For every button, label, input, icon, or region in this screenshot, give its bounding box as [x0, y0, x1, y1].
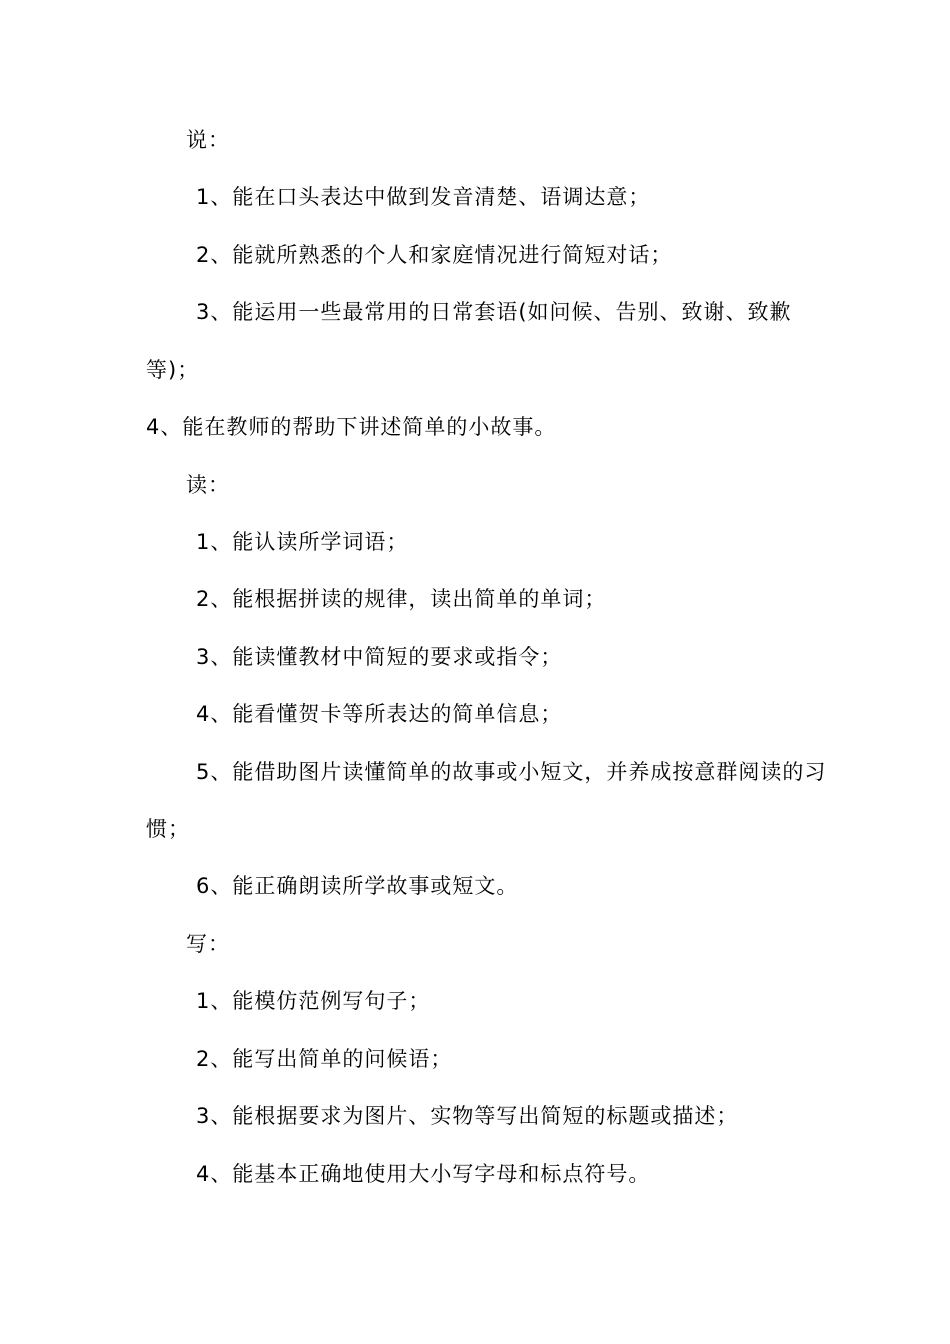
reading-item-5-continuation: 惯； — [146, 817, 190, 841]
reading-item-3: 3、能读懂教材中简短的要求或指令； — [196, 645, 563, 669]
section-heading-reading: 读： — [186, 473, 230, 497]
reading-item-2: 2、能根据拼读的规律，读出简单的单词； — [196, 587, 607, 611]
speaking-item-2: 2、能就所熟悉的个人和家庭情况进行简短对话； — [196, 243, 673, 267]
section-heading-writing: 写： — [186, 932, 230, 956]
section-heading-speaking: 说： — [186, 128, 230, 152]
writing-item-4: 4、能基本正确地使用大小写字母和标点符号。 — [196, 1162, 651, 1186]
reading-item-6: 6、能正确朗读所学故事或短文。 — [196, 874, 519, 898]
reading-item-4: 4、能看懂贺卡等所表达的简单信息； — [196, 702, 563, 726]
speaking-item-1: 1、能在口头表达中做到发音清楚、语调达意； — [196, 185, 651, 209]
speaking-item-3: 3、能运用一些最常用的日常套语(如问候、告别、致谢、致歉 — [196, 300, 792, 324]
reading-item-5: 5、能借助图片读懂简单的故事或小短文，并养成按意群阅读的习 — [196, 760, 827, 784]
writing-item-3: 3、能根据要求为图片、实物等写出简短的标题或描述； — [196, 1104, 739, 1128]
writing-item-1: 1、能模仿范例写句子； — [196, 989, 431, 1013]
reading-item-1: 1、能认读所学词语； — [196, 530, 409, 554]
speaking-item-3-continuation: 等)； — [146, 358, 200, 382]
speaking-item-4: 4、能在教师的帮助下讲述简单的小故事。 — [146, 415, 557, 439]
writing-item-2: 2、能写出简单的问候语； — [196, 1047, 453, 1071]
